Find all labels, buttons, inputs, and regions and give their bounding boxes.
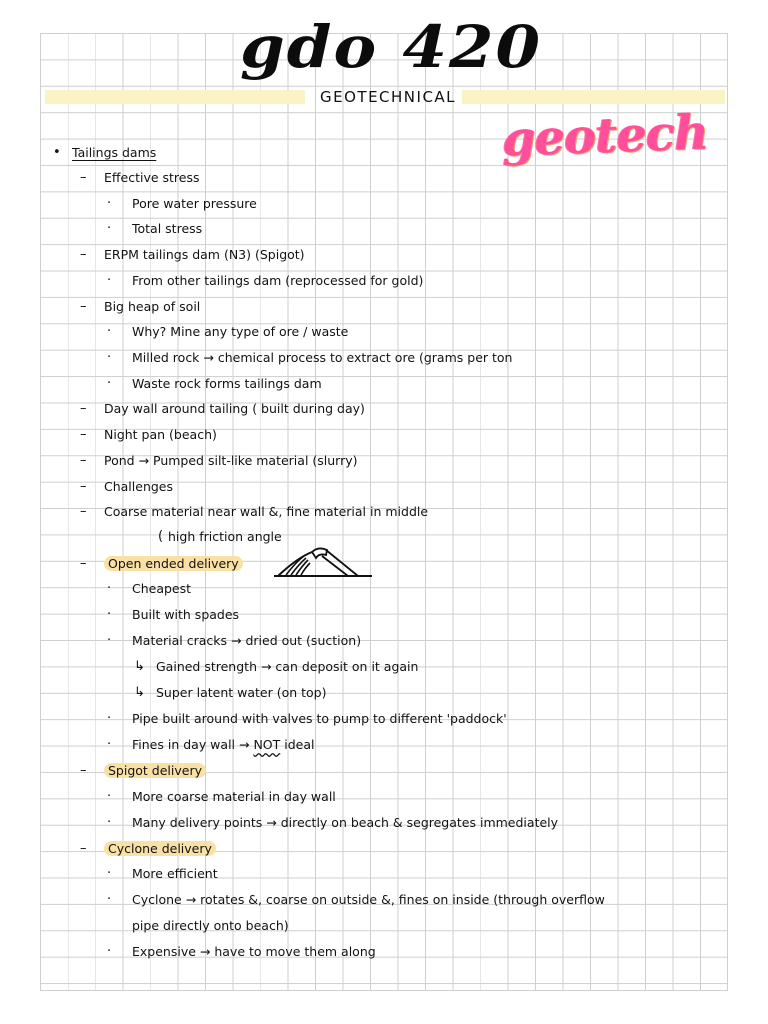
note-marker: –: [80, 504, 87, 519]
note-marker: –: [80, 841, 87, 856]
note-line: [132, 918, 289, 934]
note-marker: ·: [107, 581, 112, 596]
note-line: [132, 737, 314, 753]
note-line: [132, 581, 191, 597]
note-line: [132, 273, 423, 289]
note-text: Big heap of soil: [104, 299, 201, 314]
highlighted-heading: Spigot delivery: [104, 763, 206, 778]
note-line: [156, 659, 418, 675]
note-line: [104, 763, 206, 779]
note-marker: ·: [107, 737, 112, 752]
page-subtitle: GEOTECHNICAL: [320, 88, 457, 106]
note-line: [156, 685, 326, 701]
note-text: Day wall around tailing ( built during day): [104, 401, 365, 416]
note-text: Cheapest: [132, 581, 192, 596]
note-line: [168, 529, 282, 545]
note-line: [132, 607, 239, 623]
note-line: [132, 633, 361, 649]
note-text: Challenges: [104, 479, 174, 494]
note-text-part: ideal: [280, 737, 315, 752]
note-line: [132, 944, 376, 960]
note-text: More efficient: [132, 866, 218, 881]
note-text: Cyclone → rotates &, coarse on outside &, fines on inside (through overflow: [132, 892, 605, 907]
note-text: Pond → Pumped silt-like material (slurry): [104, 453, 358, 468]
note-marker: –: [80, 427, 87, 442]
note-text: Total stress: [132, 221, 203, 236]
note-marker: ↳: [134, 685, 145, 700]
note-line: [104, 504, 428, 520]
note-marker: ·: [107, 789, 112, 804]
note-text: Many delivery points → directly on beach & segregates immediately: [132, 815, 559, 830]
note-text: Super latent water (on top): [156, 685, 327, 700]
note-marker: –: [80, 401, 87, 416]
note-marker: ·: [107, 350, 112, 365]
title-highlight-band-left: [45, 90, 305, 104]
note-text: Waste rock forms tailings dam: [132, 376, 322, 391]
note-text: Expensive → have to move them along: [132, 944, 376, 959]
note-line: [132, 350, 512, 366]
note-marker: ·: [107, 324, 112, 339]
note-line: [104, 247, 305, 263]
title-highlight-band-right: [462, 90, 725, 104]
highlighted-heading: Open ended delivery: [104, 556, 243, 571]
note-text: Built with spades: [132, 607, 240, 622]
note-marker: ·: [107, 944, 112, 959]
note-line: [104, 453, 358, 469]
note-marker: ·: [107, 196, 112, 211]
note-line: [104, 479, 173, 495]
note-line: [132, 711, 507, 727]
page-title: gdo 420: [240, 13, 543, 82]
note-line: [132, 815, 558, 831]
note-line: [132, 892, 605, 908]
note-marker: ·: [107, 607, 112, 622]
note-line: [72, 145, 156, 161]
note-marker: –: [80, 453, 87, 468]
note-line: [132, 376, 322, 392]
note-marker: –: [80, 479, 87, 494]
note-text: From other tailings dam (reprocessed for gold): [132, 273, 424, 288]
note-marker: (: [158, 529, 164, 544]
note-text: Why? Mine any type of ore / waste: [132, 324, 349, 339]
note-marker: ↳: [134, 659, 145, 674]
note-line: [132, 196, 257, 212]
geotech-sticker: geotech: [501, 104, 709, 168]
note-text: Pipe built around with valves to pump to different 'paddock': [132, 711, 507, 726]
note-marker: ·: [107, 221, 112, 236]
note-line: [104, 841, 216, 857]
note-text: Gained strength → can deposit on it again: [156, 659, 419, 674]
note-text: Tailings dams: [72, 145, 157, 160]
note-text: ERPM tailings dam (N3) (Spigot): [104, 247, 305, 262]
note-marker: ·: [107, 815, 112, 830]
note-text: Effective stress: [104, 170, 200, 185]
note-text: Night pan (beach): [104, 427, 217, 442]
emphasis-not: NOT: [253, 737, 281, 752]
note-text: pipe directly onto beach): [132, 918, 289, 933]
note-marker: ·: [107, 866, 112, 881]
highlighted-heading: Cyclone delivery: [104, 841, 216, 856]
note-line: [104, 401, 365, 417]
note-line: [104, 170, 200, 186]
note-line: [132, 866, 218, 882]
note-line: [104, 427, 217, 443]
note-text: More coarse material in day wall: [132, 789, 336, 804]
note-text: Pore water pressure: [132, 196, 257, 211]
note-line: [132, 789, 336, 805]
note-text-part: Fines in day wall →: [132, 737, 254, 752]
note-line: [132, 221, 202, 237]
note-marker: ·: [107, 376, 112, 391]
note-line: [132, 324, 348, 340]
note-marker: ·: [107, 711, 112, 726]
note-text: high friction angle: [168, 529, 282, 544]
note-marker: –: [80, 556, 87, 571]
note-marker: ·: [107, 892, 112, 907]
note-line: [104, 299, 200, 315]
note-marker: –: [80, 170, 87, 185]
note-text: Material cracks → dried out (suction): [132, 633, 362, 648]
note-marker: –: [80, 247, 87, 262]
note-marker: ·: [107, 633, 112, 648]
note-marker: –: [80, 763, 87, 778]
note-text: Milled rock → chemical process to extract ore (grams per ton: [132, 350, 513, 365]
note-marker: ·: [107, 273, 112, 288]
tailings-heap-sketch-icon: [272, 544, 377, 580]
note-text: Coarse material near wall &, fine material in middle: [104, 504, 429, 519]
note-line: [104, 556, 243, 572]
note-marker: •: [53, 145, 61, 160]
note-marker: –: [80, 299, 87, 314]
